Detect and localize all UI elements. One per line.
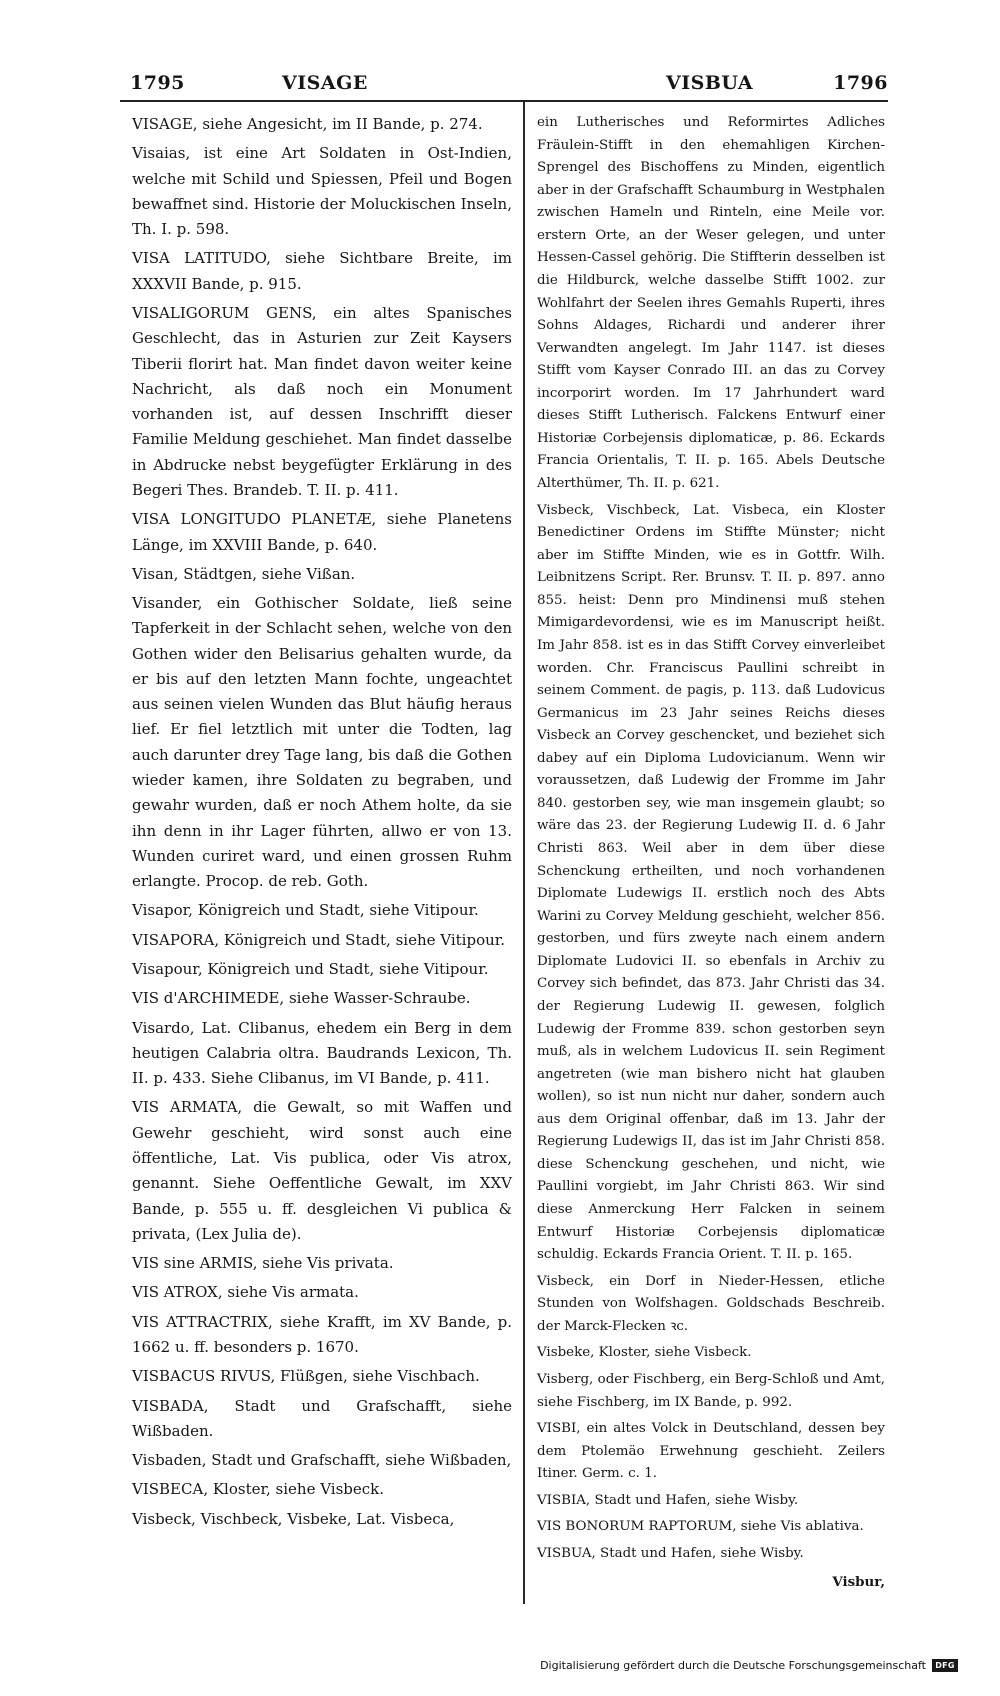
dictionary-entry: Visardo, Lat. Clibanus, ehedem ein Berg in dem heutigen Calabria oltra. Baudrands Lexicon, Th. II. p. 433. Siehe Clibanus, im VI Bande, p. 411. xyxy=(132,1018,512,1088)
dictionary-entry: Visander, ein Gothischer Soldate, ließ seine Tapferkeit in der Schlacht sehen, welche von den Gothen wider den Belisarius gehalten wurde, da er bis auf den letzten Mann fochte, ungeachtet aus seinen vielen Wunden das Blut häufig heraus lief. Er fiel letztlich mit unter die Todten, lag auch darunter drey Tage lang, bis daß die Gothen wieder kamen, ihre Soldaten zu begraben, und gewahr wurden, daß er noch Athem holte, da sie ihn denn in ihr Lager führten, allwo er von 13. Wunden curiret ward, und einen grossen Ruhm erlangte. Procop. de reb. Goth. xyxy=(132,594,512,891)
left-column xyxy=(132,112,512,1536)
dictionary-entry: Visberg, oder Fischberg, ein Berg-Schloß und Amt, siehe Fischberg, im IX Bande, p. 992. xyxy=(537,1371,885,1410)
dictionary-entry: VISA LONGITUDO PLANETÆ, siehe Planetens Länge, im XXVIII Bande, p. 640. xyxy=(132,510,512,554)
dictionary-entry: VISALIGORUM GENS, ein altes Spanisches Geschlecht, das in Asturien zur Zeit Kaysers Tiberii florirt hat. Man findet davon weiter keine Nachricht, als daß noch ein Monument vorhanden ist, auf dessen Inschrifft dieser Familie Meldung geschiehet. Man findet dasselbe in Abdrucke nebst beygefügter Erklärung in des Begeri Thes. Brandeb. T. II. p. 411. xyxy=(132,303,512,499)
dictionary-entry: VISBUA, Stadt und Hafen, siehe Wisby. xyxy=(537,1545,804,1561)
dictionary-entry: VISAPORA, Königreich und Stadt, siehe Vitipour. xyxy=(132,930,506,949)
dictionary-entry: VIS d'ARCHIMEDE, siehe Wasser-Schraube. xyxy=(132,989,471,1008)
dictionary-entry: VISBECA, Kloster, siehe Visbeck. xyxy=(132,1480,385,1499)
funding-note: Digitalisierung gefördert durch die Deutsche Forschungsgemeinschaft xyxy=(540,1659,926,1672)
dictionary-entry: Visbaden, Stadt und Grafschafft, siehe Wißbaden, xyxy=(132,1451,512,1470)
keyword-left: VISAGE xyxy=(282,72,368,94)
footer xyxy=(540,1659,958,1672)
header-rule xyxy=(120,100,888,102)
dictionary-entry: Visbeck, Vischbeck, Visbeke, Lat. Visbeca, xyxy=(132,1509,455,1528)
dictionary-entry: Visbeck, Vischbeck, Lat. Visbeca, ein Kloster Benedictiner Ordens im Stiffte Münster; nicht aber im Stiffte Minden, wie es in Gottfr. Wilh. Leibnitzens Script. Rer. Brunsv. T. II. p. 897. anno 855. heist: Denn pro Mindinensi muß stehen Mimigardevordensi, wie es im Manuscript heißt. Im Jahr 858. ist es in das Stifft Corvey einverleibet worden. Chr. Franciscus Paullini schreibt in seinem Comment. de pagis, p. 113. daß Ludovicus Germanicus im 23 Jahr seines Reichs dieses Visbeck an Corvey geschencket, und beziehet sich dabey auf ein Diploma Ludovicianum. Wenn wir voraussetzen, daß Ludewig der Fromme im Jahr 840. gestorben sey, wie man insgemein glaubt; so wäre das 23. der Regierung Ludewig II. d. 6 Jahr Christi 863. Weil aber in dem über diese Schenckung ertheilten, und noch vorhandenen Diplomate Ludewigs II. erstlich noch des Abts Warini zu Corvey Meldung geschieht, welcher 856. gestorben, und fürs zweyte nach einem andern Diplomate Ludovici II. so ebenfals in Archiv zu Corvey sich befindet, das 873. Jahr Christi das 34. der Regierung Ludewig II. gewesen, folglich Ludewig der Fromme 839. schon gestorben seyn muß, als in welchem Ludovicus II. sein Regiment angetreten (wie man bishero nicht hat glauben wollen), so ist nun nicht nur daher, sondern auch aus dem Original offenbar, daß im 13. Jahr der Regierung Ludewigs II, das ist im Jahr Christi 858. diese Schenckung geschehen, und nicht, wie Paullini vorgiebt, im Jahr Christi 863. Wir sind diese Anmerckung Herr Falcken in seinem Entwurf Historiæ Corbejensis diplomaticæ schuldig. Eckards Francia Orient. T. II. p. 165. xyxy=(537,502,885,1263)
dictionary-entry: VIS ATTRACTRIX, siehe Krafft, im XV Bande, p. 1662 u. ff. besonders p. 1670. xyxy=(132,1312,512,1356)
dictionary-entry: Visapour, Königreich und Stadt, siehe Vitipour. xyxy=(132,960,489,978)
dictionary-entry: ein Lutherisches und Reformirtes Adliches Fräulein-Stifft in den ehemahligen Kirchen-Sprengel des Bischoffens zu Minden, eigentlich aber in der Grafschafft Schaumburg in Westphalen zwischen Hameln und Rinteln, eine Meile vor. erstern Orte, an der Weser gelegen, und unter Hessen-Cassel gehörig. Die Stiffterin desselben ist die Hildburck, welche dasselbe Stifft 1002. zur Wohlfahrt der Seelen ihres Gemahls Ruperti, ihres Sohns Aldages, Richardi und anderer ihrer Verwandten angelegt. Im Jahr 1147. ist dieses Stifft vom Kayser Conrado III. an das zu Corvey incorporirt worden. Im 17 Jahrhundert ward dieses Stifft Lutherisch. Falckens Entwurf einer Historiæ Corbejensis diplomaticæ, p. 86. Eckards Francia Orientalis, T. II. p. 165. Abels Deutsche Alterthümer, Th. II. p. 621. xyxy=(537,115,885,491)
dictionary-entry: Visbeke, Kloster, siehe Visbeck. xyxy=(537,1345,752,1361)
catchword: Visbur, xyxy=(832,1574,885,1591)
page-number-left: 1795 xyxy=(130,72,185,94)
dictionary-entry: VISBI, ein altes Volck in Deutschland, dessen bey dem Ptolemäo Erwehnung geschieht. Zeilers Itiner. Germ. c. 1. xyxy=(537,1421,885,1482)
dictionary-entry: VISBADA, Stadt und Grafschafft, siehe Wißbaden. xyxy=(132,1396,512,1440)
dictionary-entry: Visaias, ist eine Art Soldaten in Ost-Indien, welche mit Schild und Spiessen, Pfeil und Bogen bewaffnet sind. Historie der Moluckischen Inseln, Th. I. p. 598. xyxy=(132,144,512,239)
dictionary-entry: VIS BONORUM RAPTORUM, siehe Vis ablativa. xyxy=(537,1519,864,1535)
dictionary-entry: Visan, Städtgen, siehe Vißan. xyxy=(132,564,356,583)
right-column xyxy=(537,112,885,1598)
page-number-right: 1796 xyxy=(833,72,888,94)
dictionary-entry: VIS ARMATA, die Gewalt, so mit Waffen und Gewehr geschieht, wird sonst auch eine öffentliche, Lat. Vis publica, oder Vis atrox, genannt. Siehe Oeffentliche Gewalt, im XXV Bande, p. 555 u. ff. desgleichen Vi publica & privata, (Lex Julia de). xyxy=(132,1098,512,1243)
column-divider xyxy=(523,102,525,1604)
dictionary-entry: VIS ATROX, siehe Vis armata. xyxy=(132,1283,359,1302)
dictionary-entry: Visapor, Königreich und Stadt, siehe Vitipour. xyxy=(132,901,479,920)
dictionary-entry: VIS sine ARMIS, siehe Vis privata. xyxy=(132,1254,394,1273)
dictionary-entry: VISBACUS RIVUS, Flüßgen, siehe Vischbach. xyxy=(132,1367,480,1386)
dictionary-entry: VISBIA, Stadt und Hafen, siehe Wisby. xyxy=(537,1492,799,1508)
dictionary-entry: VISA LATITUDO, siehe Sichtbare Breite, im XXXVII Bande, p. 915. xyxy=(132,249,512,293)
dfg-logo-icon: DFG xyxy=(932,1659,958,1672)
dictionary-entry: Visbeck, ein Dorf in Nieder-Hessen, etliche Stunden von Wolfshagen. Goldschads Beschreib. der Marck-Flecken ꝛc. xyxy=(537,1273,885,1334)
dictionary-entry: VISAGE, siehe Angesicht, im II Bande, p. 274. xyxy=(132,115,483,133)
keyword-right: VISBUA xyxy=(666,72,754,94)
